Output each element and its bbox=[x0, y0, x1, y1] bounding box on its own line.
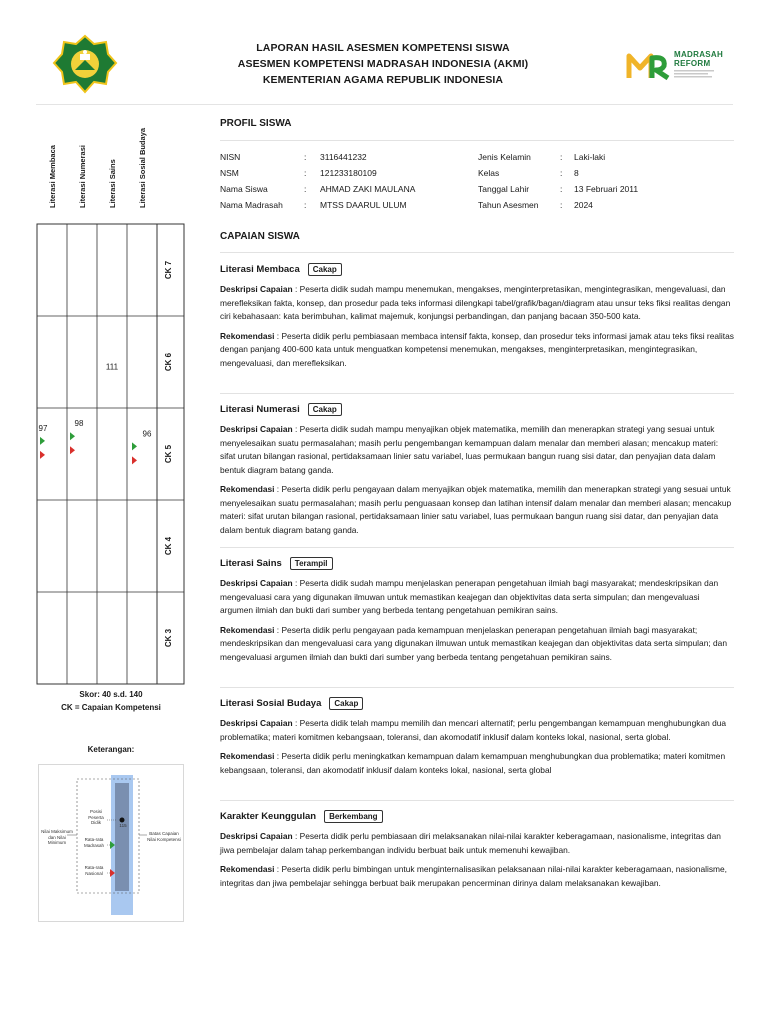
national-average-marker bbox=[132, 456, 137, 464]
profil-value-nsm: 121233180109 bbox=[320, 168, 377, 178]
profil-value-tanggal-lahir: 13 Februari 2011 bbox=[574, 184, 639, 194]
score-range-note: Skor: 40 s.d. 140 bbox=[79, 690, 143, 699]
level-label: CK 6 bbox=[164, 352, 173, 372]
deskripsi-label: Deskripsi Capaian bbox=[220, 831, 293, 841]
deskripsi-label: Deskripsi Capaian bbox=[220, 424, 293, 434]
madrasah-average-marker bbox=[70, 432, 75, 440]
score-label: 98 bbox=[74, 419, 84, 429]
profil-label: NISN bbox=[220, 152, 241, 162]
score-label: 111 bbox=[105, 362, 119, 372]
rekomendasi-text: : Peserta didik perlu bimbingan untuk menginternalisasikan pelaksanaan nilai-nilai karakter keberagamaan, nasionalisme, integritas dan jiwa pembelajar sehingga berbuat baik merupakan pencerminan dirinya dalam melaksanakan kewajiban. bbox=[220, 864, 727, 888]
deskripsi-text: : Peserta didik telah mampu memilih dan mencari alternatif; perlu pengembangan kemampuan menghubungkan dua problematika; materi komitmen kebangsaan, toleransi, dan akomodatif inklusif dalam konteks lokal, nasional, serta global. bbox=[220, 718, 727, 742]
profil-row bbox=[478, 165, 734, 181]
level-label: CK 5 bbox=[164, 444, 173, 464]
level-badge: Terampil bbox=[290, 557, 333, 570]
column-header: Literasi Membaca bbox=[48, 145, 57, 208]
rekomendasi-label: Rekomendasi bbox=[220, 751, 275, 761]
rekomendasi bbox=[220, 330, 734, 371]
ck-abbreviation-note: CK = Capaian Kompetensi bbox=[61, 703, 161, 712]
profil-row bbox=[220, 181, 470, 197]
deskripsi-text: : Peserta didik perlu pembiasaan diri melaksanakan nilai-nilai karakter keberagamaan, nasionalisme, integritas dan jiwa pembelajar dalam tahap perkembangan individu berbuat baik untuk memenuhi kewajiban. bbox=[220, 831, 721, 855]
competency-chart-svg bbox=[36, 108, 186, 688]
deskripsi-capaian bbox=[220, 577, 734, 618]
subject-divider bbox=[220, 800, 734, 801]
legend-posisi: Posisi Peserta Didik bbox=[88, 809, 104, 825]
column-header: Literasi Sains bbox=[108, 159, 117, 208]
deskripsi-text: : Peserta didik sudah mampu menemukan, mengakses, menginterpretasikan, mengintegrasikan, mengevaluasi, dan merefleksikan fakta, konsep, dan prosedur pada teks informasi dilengkapi tabel/grafik/bagan/diagram atau unsur teks fiksi realitas dengan ciri kebahasaan: kata berimbuhan, kalimat majemuk, konjungsi perbandingan, dan panjang bacaan 350-500 kata. bbox=[220, 284, 731, 321]
report-title bbox=[190, 40, 576, 88]
profil-value-nama-siswa: AHMAD ZAKI MAULANA bbox=[320, 184, 416, 194]
level-badge: Cakap bbox=[329, 697, 363, 710]
legend-title: Keterangan: bbox=[87, 745, 135, 754]
rekomendasi-text: : Peserta didik perlu pembiasaan membaca intensif fakta, konsep, dan prosedur teks informasi jamak atau teks fiksi realitas dengan panjang 400-600 kata untuk menguatkan kompetensi menemukan, mengakses, menginterpretasikan, mengintegrasikan, mengevaluasi, dan merefleksikan. bbox=[220, 330, 734, 368]
profil-colon: : bbox=[560, 168, 563, 178]
subject-literasi-numerasi bbox=[220, 401, 734, 537]
profil-value-kelas: 8 bbox=[574, 168, 579, 178]
chart-footer bbox=[36, 688, 186, 714]
logo-text-madrasah: MADRASAH bbox=[674, 50, 724, 59]
logo-text-reform: REFORM bbox=[674, 59, 711, 68]
rekomendasi-label: Rekomendasi bbox=[220, 484, 275, 494]
profil-divider bbox=[220, 140, 734, 141]
deskripsi-capaian bbox=[220, 830, 734, 857]
competency-chart bbox=[36, 108, 186, 688]
profil-value-tahun-asesmen: 2024 bbox=[574, 200, 593, 210]
profil-row bbox=[478, 149, 734, 165]
score-label: 97 bbox=[38, 423, 48, 433]
rekomendasi-label: Rekomendasi bbox=[220, 864, 275, 874]
profil-title: PROFIL SISWA bbox=[220, 118, 292, 129]
capaian-divider bbox=[220, 252, 734, 253]
logo-tagline-decoration bbox=[674, 69, 730, 79]
profil-label: Tanggal Lahir bbox=[478, 184, 530, 194]
level-label: CK 3 bbox=[164, 628, 173, 648]
profil-row bbox=[478, 181, 734, 197]
title-line-2: ASESMEN KOMPETENSI MADRASAH INDONESIA (AKMI) bbox=[237, 58, 529, 70]
deskripsi-capaian bbox=[220, 717, 734, 744]
subject-name: Literasi Sosial Budaya bbox=[220, 697, 322, 709]
deskripsi-text: : Peserta didik sudah mampu menyajikan objek matematika, memilih dan menerapkan strategi yang sesuai untuk menyelesaikan suatu permasalahan; masih perlu pengembangan kemampuan dalam menalar dan memberi alasan; mencakup materi: sifat urutan bilangan rasional, pertidaksamaan linier satu variabel, luas permukaan bangun ruang sisi datar, dan penyajian data dalam bentuk diagram batang ganda. bbox=[220, 424, 719, 475]
profil-label: Nama Madrasah bbox=[220, 200, 283, 210]
rekomendasi-text: : Peserta didik perlu pengayaan dalam menyajikan objek matematika, memilih dan menerapkan strategi yang sesuai untuk menyelesaikan suatu permasalahan; masih perlu penguasaan konsep dan latihan intensif dalam menalar dan memberi alasan; mencakup materi: sifat urutan bilangan rasional, pertidaksamaan linier satu variabel, luas permukaan bangun ruang sisi datar, dan penyajian data dalam bentuk diagram batang ganda. bbox=[220, 484, 732, 535]
subject-name: Karakter Keunggulan bbox=[220, 810, 317, 822]
national-average-marker bbox=[40, 451, 45, 459]
profil-label: Nama Siswa bbox=[220, 184, 268, 194]
national-average-marker bbox=[70, 446, 75, 454]
profil-value-nama-madrasah: MTSS DAARUL ULUM bbox=[320, 200, 407, 210]
level-label: CK 4 bbox=[164, 536, 173, 556]
profil-colon: : bbox=[304, 168, 307, 178]
subject-karakter-keunggulan bbox=[220, 808, 734, 890]
rekomendasi-label: Rekomendasi bbox=[220, 624, 275, 635]
level-badge: Berkembang bbox=[324, 810, 382, 823]
deskripsi-text: : Peserta didik sudah mampu menjelaskan penerapan pengetahuan ilmiah bagi masyarakat; mendeskripsikan dan mengevaluasi cara yang digunakan ilmuwan untuk memastikan keajegan dan objektivitas data serta simpulan; dan mengevaluasi argumen ilmiah dan bukti dari sumber yang berbeda tentang pengetahuan pemikiran sains. bbox=[220, 578, 719, 615]
subject-divider bbox=[220, 687, 734, 688]
title-line-3: KEMENTERIAN AGAMA REPUBLIK INDONESIA bbox=[262, 74, 504, 86]
subject-literasi-sosial-budaya bbox=[220, 695, 734, 777]
profil-colon: : bbox=[560, 184, 563, 194]
chart-frame bbox=[37, 224, 184, 684]
column-header: Literasi Sosial Budaya bbox=[138, 127, 147, 208]
subject-literasi-sains bbox=[220, 555, 734, 664]
score-label: 96 bbox=[142, 429, 152, 439]
madrasah-average-marker bbox=[40, 437, 45, 445]
rekomendasi bbox=[220, 863, 734, 890]
profil-colon: : bbox=[560, 152, 563, 162]
legend-nilai-max-min: Nilai Maksimum dan Nilai Minimum bbox=[41, 829, 73, 845]
level-label: CK 7 bbox=[164, 260, 173, 280]
legend-sample-value: 115 bbox=[119, 823, 127, 828]
subject-name: Literasi Membaca bbox=[220, 263, 300, 275]
capaian-title: CAPAIAN SISWA bbox=[220, 231, 300, 242]
deskripsi-label: Deskripsi Capaian bbox=[220, 718, 293, 728]
legend-batas: Batas Capaian Nilai Kompetensi bbox=[147, 831, 181, 842]
profil-value-jenis-kelamin: Laki-laki bbox=[574, 152, 606, 162]
profil-label: NSM bbox=[220, 168, 239, 178]
kemenag-logo bbox=[52, 34, 118, 96]
deskripsi-label: Deskripsi Capaian bbox=[220, 578, 293, 588]
subject-divider bbox=[220, 547, 734, 548]
level-badge: Cakap bbox=[308, 263, 342, 276]
level-badge: Cakap bbox=[308, 403, 342, 416]
subject-literasi-membaca bbox=[220, 261, 734, 370]
profil-row bbox=[478, 197, 734, 213]
legend-rata-nasional: Rata-rata Nasional bbox=[84, 865, 104, 876]
profil-colon: : bbox=[304, 152, 307, 162]
title-line-1: LAPORAN HASIL ASESMEN KOMPETENSI SISWA bbox=[256, 42, 510, 54]
profil-colon: : bbox=[304, 184, 307, 194]
profil-colon: : bbox=[560, 200, 563, 210]
rekomendasi-label: Rekomendasi bbox=[220, 330, 275, 341]
deskripsi-capaian bbox=[220, 283, 734, 324]
deskripsi-label: Deskripsi Capaian bbox=[220, 284, 293, 294]
profil-row bbox=[220, 197, 470, 213]
profil-row bbox=[220, 165, 470, 181]
profil-label: Tahun Asesmen bbox=[478, 200, 539, 210]
madrasah-reform-logo bbox=[626, 44, 736, 84]
deskripsi-capaian bbox=[220, 423, 734, 477]
column-header: Literasi Numerasi bbox=[78, 145, 87, 208]
subject-name: Literasi Numerasi bbox=[220, 403, 300, 415]
legend-rata-madrasah: Rata-rata Madrasah bbox=[83, 837, 104, 848]
header-divider bbox=[36, 104, 733, 105]
profil-row bbox=[220, 149, 470, 165]
madrasah-average-marker bbox=[132, 442, 137, 450]
rekomendasi bbox=[220, 624, 734, 665]
rekomendasi-text: : Peserta didik perlu pengayaan pada kemampuan menjelaskan penerapan pengetahuan ilmiah bagi masyarakat; mendeskripsikan dan mengevaluasi cara yang digunakan ilmuwan untuk memastikan keajegan dan objektivitas data serta simpulan; dan mengevaluasi argumen ilmiah dan bukti dari sumber yang berbeda tentang pengetahuan pemikiran sains. bbox=[220, 624, 727, 662]
chart-legend bbox=[38, 764, 184, 922]
rekomendasi-text: : Peserta didik perlu meningkatkan kemampuan dalam kemampuan menghubungkan dua problematika; materi komitmen kebangsaan, toleransi, dan akomodatif inklusif dalam konteks lokal, nasional, serta global bbox=[220, 751, 726, 775]
rekomendasi bbox=[220, 483, 734, 537]
profil-label: Jenis Kelamin bbox=[478, 152, 531, 162]
profil-label: Kelas bbox=[478, 168, 500, 178]
profil-value-nisn: 3116441232 bbox=[320, 152, 367, 162]
report-header bbox=[0, 0, 768, 104]
rekomendasi bbox=[220, 750, 734, 777]
profil-colon: : bbox=[304, 200, 307, 210]
subject-name: Literasi Sains bbox=[220, 557, 282, 569]
subject-divider bbox=[220, 393, 734, 394]
